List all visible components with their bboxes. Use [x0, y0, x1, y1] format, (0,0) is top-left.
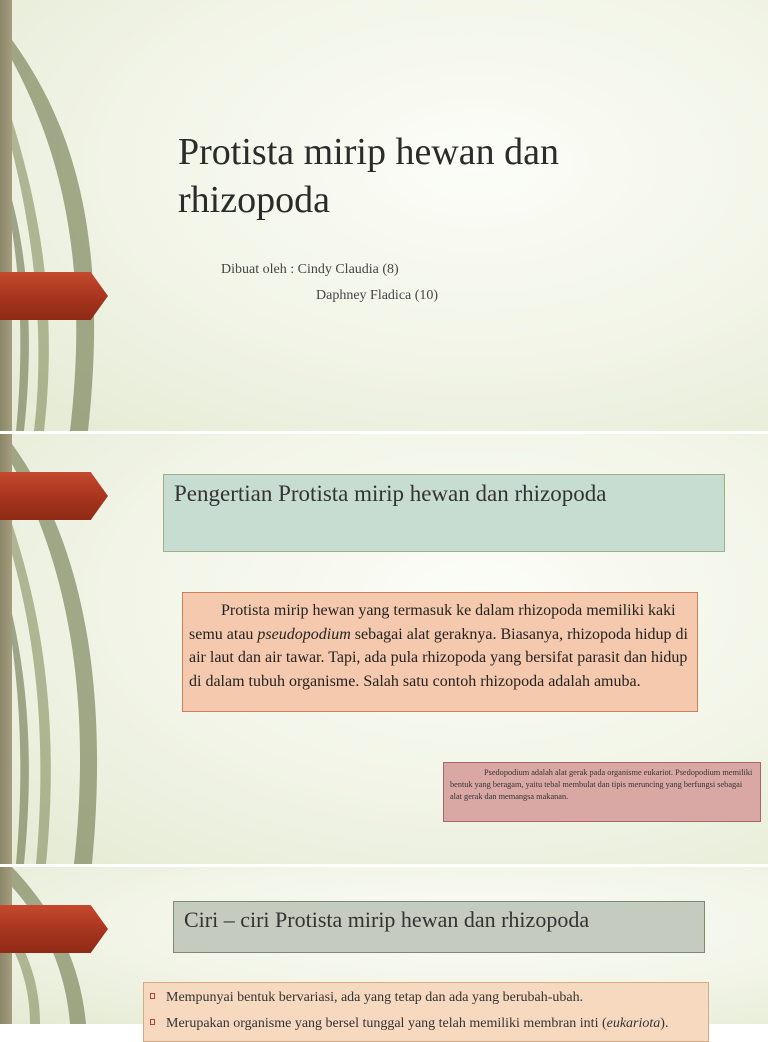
author-line-2 — [316, 288, 438, 304]
list-item-text: Merupakan organisme yang bersel tunggal yang telah memiliki membran inti ( — [166, 1016, 607, 1031]
characteristics-heading: Ciri – ciri Protista mirip hewan dan rhizopoda — [173, 901, 705, 953]
bullet-square-icon — [150, 993, 155, 999]
grass-leaf-decoration — [0, 0, 140, 431]
slide-title — [0, 0, 768, 431]
pseudopodium-note-text: Psedopodium adalah alat gerak pada organisme eukariot. Psedopodium memiliki bentuk yang beragam, yaitu tebal membulat dan tipis meruncing yang berfungsi sebagai alat gerak dan memangsa makanan. — [450, 768, 753, 801]
author-name-1: Cindy Claudia (8) — [297, 262, 399, 277]
author-name-2: Daphney Fladica (10) — [316, 288, 439, 303]
definition-body — [182, 592, 698, 712]
list-item-tail: ). — [660, 1016, 669, 1031]
slide-title-text: Protista mirip hewan dan rhizopoda — [178, 131, 559, 221]
arrow-tab-decoration — [0, 905, 108, 953]
pseudopodium-note — [443, 762, 761, 822]
arrow-tab-decoration — [0, 272, 108, 320]
definition-heading: Pengertian Protista mirip hewan dan rhizopoda — [163, 474, 725, 552]
characteristics-list — [143, 982, 709, 1042]
byline-label: Dibuat oleh : — [221, 262, 295, 277]
list-item — [150, 985, 702, 1011]
definition-text-1: Protista mirip hewan yang termasuk ke dalam rhizopoda memiliki kaki semu atau — [189, 602, 676, 643]
author-line-1 — [221, 262, 399, 278]
list-item-term: eukariota — [606, 1016, 661, 1031]
bullet-square-icon — [150, 1019, 155, 1025]
arrow-tab-decoration — [0, 472, 108, 520]
list-item-text: Mempunyai bentuk bervariasi, ada yang tetap dan ada yang berubah-ubah. — [166, 990, 584, 1005]
definition-text-2: sebagai alat geraknya. Biasanya, rhizopoda hidup di air laut dan air tawar. Tapi, ada pula rhizopoda yang bersifat parasit dan hidup di dalam tubuh organisme. Salah satu contoh rhizopoda adalah amuba. — [189, 625, 688, 690]
definition-term: pseudopodium — [257, 625, 351, 643]
list-item — [150, 1011, 702, 1037]
